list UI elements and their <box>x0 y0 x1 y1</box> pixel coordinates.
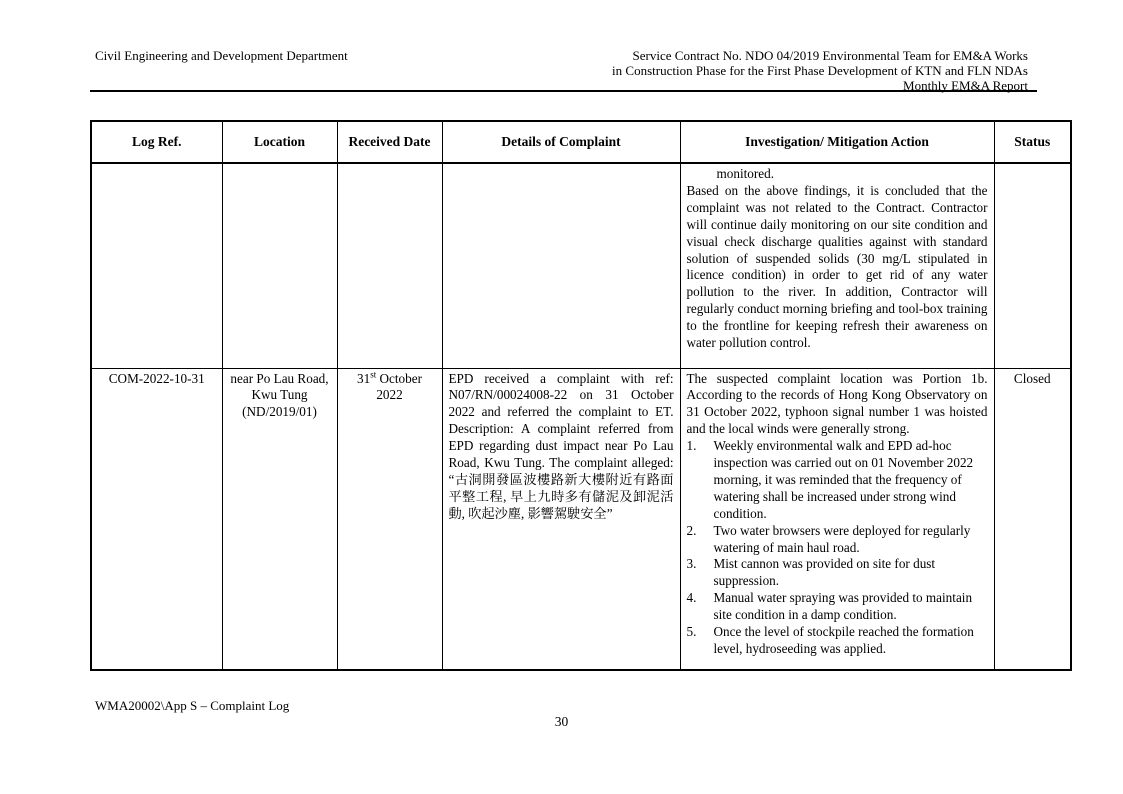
investigation-item-4 <box>687 590 988 624</box>
complaint-log-table <box>90 120 1072 671</box>
table-header-row <box>91 121 1071 163</box>
department-title: Civil Engineering and Development Department <box>95 48 348 63</box>
item-number: 4. <box>686 590 697 606</box>
details-cell <box>442 163 680 368</box>
investigation-paragraph: Based on the above findings, it is concluded that the complaint was not related to the Contract. Contractor will continue daily monitoring on our site condition and visual check discharge qualities against with standard solution of suspended solids (30 mg/L stipulated in licence condition) in order to get rid of any water pollution to the river. In addition, Contractor will regularly conduct morning briefing and tool-box training to the frontline for keeping refresh their awareness on water pollution control. <box>686 182 988 351</box>
location-cell <box>222 163 337 368</box>
column-header-investigation: Investigation/ Mitigation Action <box>680 121 994 163</box>
investigation-cell <box>680 163 994 368</box>
investigation-item-2 <box>687 523 988 557</box>
report-title-block <box>612 48 1028 94</box>
investigation-cell <box>680 368 994 670</box>
status-cell: Closed <box>994 368 1071 670</box>
column-header-log-ref: Log Ref. <box>91 121 222 163</box>
page-number: 30 <box>554 714 569 729</box>
received-date-day: 31 <box>357 370 371 386</box>
column-header-location: Location <box>222 121 337 163</box>
column-header-received-date: Received Date <box>337 121 442 163</box>
received-date-cell <box>337 368 442 670</box>
report-title-line-2: in Construction Phase for the First Phase Development of KTN and FLN NDAs <box>612 63 1028 79</box>
item-number: 2. <box>686 522 697 538</box>
document-reference: WMA20002\App S – Complaint Log <box>95 698 290 713</box>
log-ref-cell <box>91 163 222 368</box>
report-title-line-3: Monthly EM&A Report <box>903 78 1028 94</box>
status-cell <box>994 163 1071 368</box>
investigation-item-1 <box>687 438 988 523</box>
investigation-item-3 <box>687 556 988 590</box>
received-date-rest: October 2022 <box>376 370 422 403</box>
item-text: Manual water spraying was provided to maintain site condition in a damp condition. <box>713 590 973 623</box>
received-date-cell <box>337 163 442 368</box>
item-text: Two water browsers were deployed for regularly watering of main haul road. <box>713 522 971 555</box>
item-text: Once the level of stockpile reached the formation level, hydroseeding was applied. <box>713 624 974 656</box>
report-title-line-1: Service Contract No. NDO 04/2019 Environmental Team for EM&A Works <box>632 48 1028 63</box>
column-header-status: Status <box>994 121 1071 163</box>
investigation-continuation-line: monitored. <box>716 166 775 181</box>
investigation-item-5 <box>687 624 988 658</box>
item-number: 5. <box>686 624 697 640</box>
column-header-details: Details of Complaint <box>442 121 680 163</box>
table-row-complaint <box>91 368 1071 670</box>
item-number: 1. <box>686 438 697 454</box>
item-text: Mist cannon was provided on site for dust suppression. <box>713 556 936 589</box>
item-number: 3. <box>686 556 697 572</box>
log-ref-cell: COM-2022-10-31 <box>91 368 222 670</box>
header-divider <box>90 90 1037 92</box>
location-cell: near Po Lau Road, Kwu Tung (ND/2019/01) <box>222 368 337 670</box>
table-row-continuation <box>91 163 1071 368</box>
received-date-ordinal: st <box>370 369 377 380</box>
details-cell: EPD received a complaint with ref: N07/RN/00024008-22 on 31 October 2022 and referred the complaint to ET. Description: A complaint referred from EPD regarding dust impact near Po Lau Road, Kwu Tung. The complaint alleged: “古洞開發區波樓路新大樓附近有路面平整工程, 早上九時多有儲泥及卸泥活動, 吹起沙塵, 影響駕駛安全” <box>442 368 680 670</box>
investigation-intro: The suspected complaint location was Portion 1b. According to the records of Hong Kong Observatory on 31 October 2022, typhoon signal number 1 was hoisted and the local winds were generally strong. <box>686 370 988 437</box>
item-text: Weekly environmental walk and EPD ad-hoc inspection was carried out on 01 November 2022 morning, it was reminded that the frequency of watering shall be increased under strong wind condition. <box>713 438 974 521</box>
